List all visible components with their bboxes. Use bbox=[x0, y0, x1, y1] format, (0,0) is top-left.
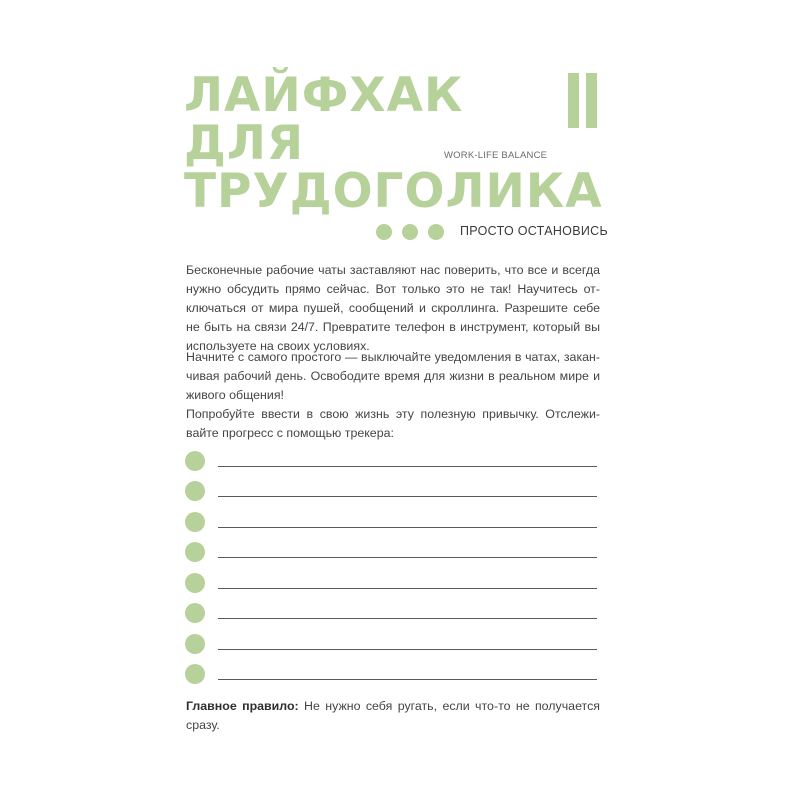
tracker-line[interactable] bbox=[218, 649, 597, 650]
title-line: ДЛЯ bbox=[184, 116, 305, 171]
tracker-row[interactable] bbox=[185, 512, 597, 532]
title-line: ЛАЙФХАК bbox=[184, 68, 464, 123]
text-line: Начните с самого простого — выключайте уведомления в чатах, закан- bbox=[186, 350, 600, 364]
section-kicker: WORK-LIFE BALANCE bbox=[444, 150, 548, 161]
text-line: ключаться от мира пушей, сообщений и скроллинга. Разрешите себе bbox=[186, 301, 600, 315]
text-line: вайте прогресс с помощью трекера: bbox=[186, 426, 394, 440]
body-paragraph bbox=[186, 348, 600, 405]
tracker-checkbox[interactable] bbox=[185, 542, 205, 562]
text-line: живого общения! bbox=[186, 388, 284, 402]
title-line: ТРУДОГОЛИКА bbox=[184, 164, 603, 219]
text-line: используете на своих условиях. bbox=[186, 339, 370, 353]
rule-text: Не нужно себя ругать, если что-то не получается bbox=[298, 699, 600, 713]
tracker-row[interactable] bbox=[185, 634, 597, 654]
tracker-row[interactable] bbox=[185, 664, 597, 684]
tracker-row[interactable] bbox=[185, 573, 597, 593]
text-line: Попробуйте ввести в свою жизнь эту полезную привычку. Отслежи- bbox=[186, 407, 600, 421]
page-subtitle: ПРОСТО ОСТАНОВИСЬ bbox=[460, 224, 608, 238]
tracker-checkbox[interactable] bbox=[185, 512, 205, 532]
text-line: не быть на связи 24/7. Превратите телефон в инструмент, который вы bbox=[186, 320, 600, 334]
tracker-row[interactable] bbox=[185, 542, 597, 562]
rule-line: сразу. bbox=[186, 718, 220, 732]
chapter-numeral bbox=[568, 73, 598, 128]
text-line: чивая рабочий день. Освободите время для жизни в реальном мире и bbox=[186, 369, 600, 383]
tracker-checkbox[interactable] bbox=[185, 481, 205, 501]
text-line: Бесконечные рабочие чаты заставляют нас поверить, что все и всегда bbox=[186, 263, 600, 277]
text-line: нужно обсудить прямо сейчас. Вот только это не так! Научитесь от- bbox=[186, 282, 600, 296]
dot-icon bbox=[402, 224, 418, 240]
tracker-line[interactable] bbox=[218, 679, 597, 680]
dot-icon bbox=[428, 224, 444, 240]
tracker-row[interactable] bbox=[185, 481, 597, 501]
tracker-line[interactable] bbox=[218, 527, 597, 528]
tracker-line[interactable] bbox=[218, 588, 597, 589]
tracker-line[interactable] bbox=[218, 466, 597, 467]
tracker-line[interactable] bbox=[218, 496, 597, 497]
tracker-checkbox[interactable] bbox=[185, 451, 205, 471]
tracker-checkbox[interactable] bbox=[185, 634, 205, 654]
body-paragraph bbox=[186, 261, 600, 356]
tracker-row[interactable] bbox=[185, 603, 597, 623]
tracker-line[interactable] bbox=[218, 618, 597, 619]
main-rule bbox=[186, 697, 600, 735]
rule-label: Главное правило: bbox=[186, 699, 299, 713]
dot-icon bbox=[376, 224, 392, 240]
tracker-checkbox[interactable] bbox=[185, 573, 205, 593]
tracker-row[interactable] bbox=[185, 451, 597, 471]
body-paragraph bbox=[186, 405, 600, 443]
numeral-bar bbox=[586, 73, 597, 128]
tracker-line[interactable] bbox=[218, 557, 597, 558]
tracker-checkbox[interactable] bbox=[185, 603, 205, 623]
tracker-checkbox[interactable] bbox=[185, 664, 205, 684]
page-title bbox=[184, 68, 603, 219]
numeral-bar bbox=[568, 73, 579, 128]
rule-line bbox=[186, 697, 600, 716]
